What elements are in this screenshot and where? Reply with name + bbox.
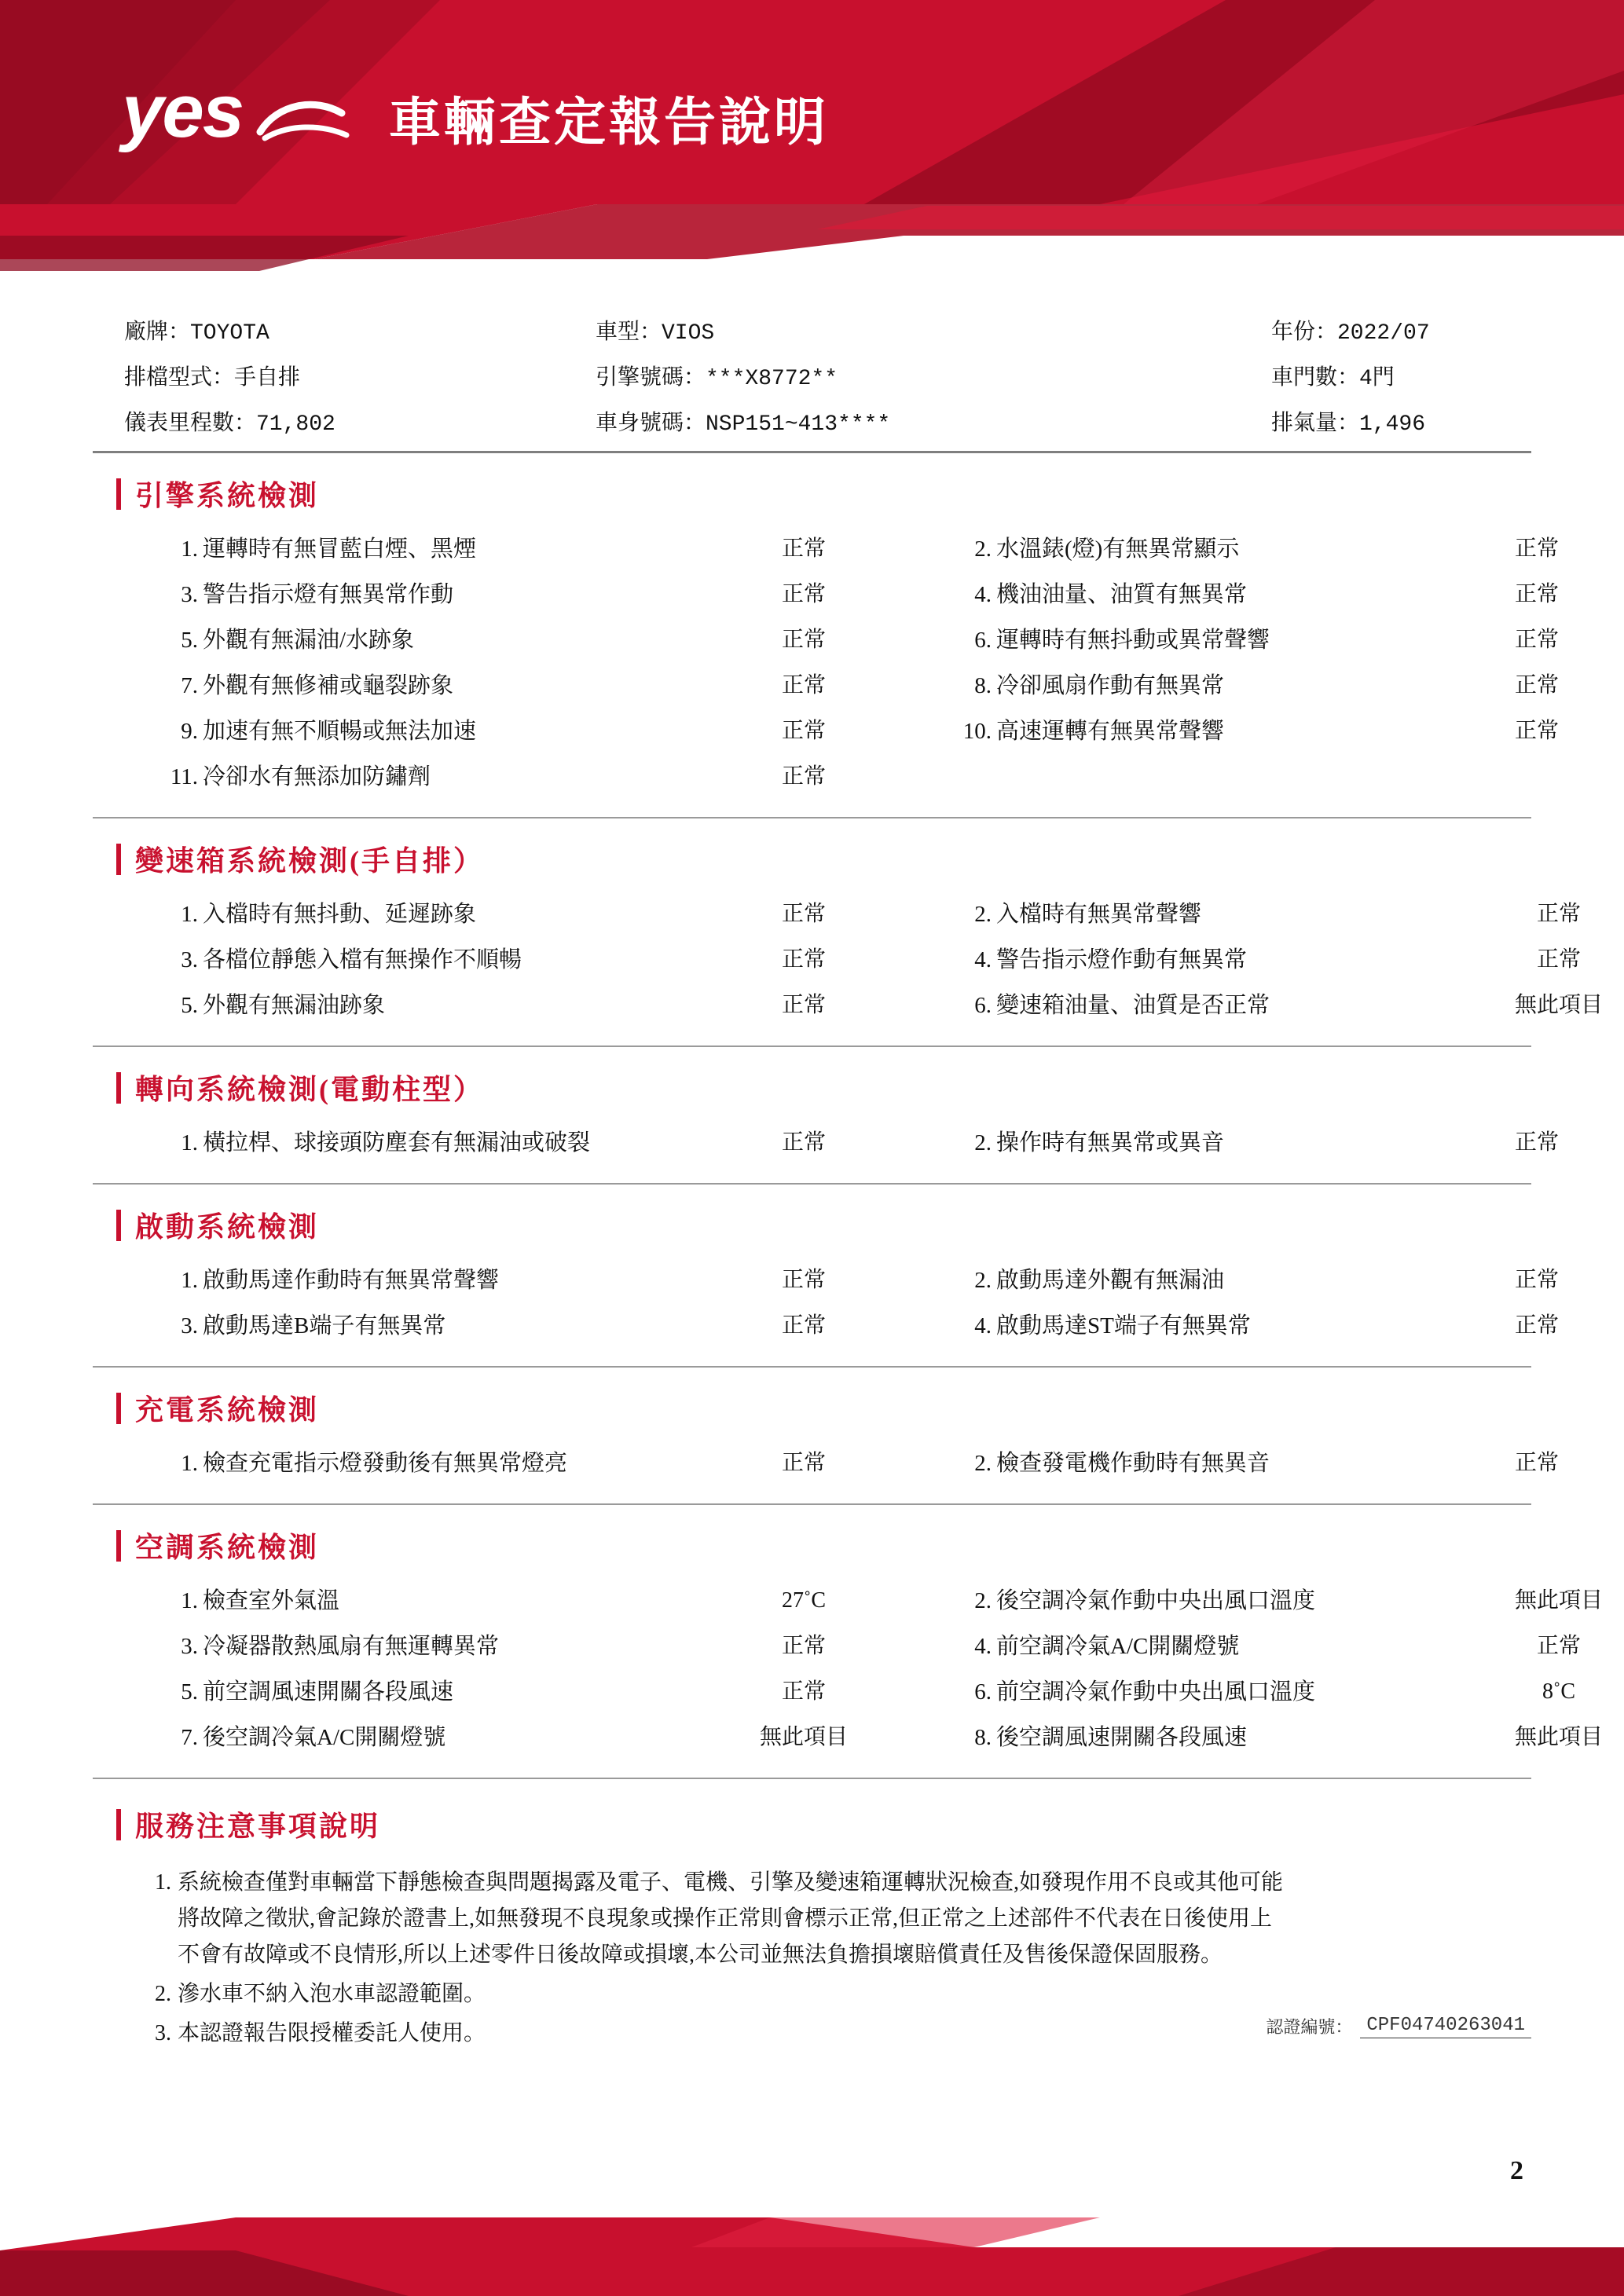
cert-number: CPF04740263041 <box>1360 2015 1531 2038</box>
item-number: 2. <box>974 1130 992 1155</box>
item-number: 4. <box>974 947 992 972</box>
inspection-item-value: 正常 <box>781 1451 826 1475</box>
inspection-item-label <box>886 572 1515 617</box>
inspection-item-value: 正常 <box>1515 1268 1560 1292</box>
inspection-item-label <box>93 709 721 754</box>
inspection-item-value: 正常 <box>781 1679 826 1704</box>
brand-lockup <box>122 69 829 163</box>
inspection-item-label <box>93 1258 721 1303</box>
item-number: 4. <box>974 582 992 607</box>
inspection-item-label <box>886 1669 1515 1715</box>
inspection-item-label <box>886 617 1515 663</box>
inspection-section <box>93 818 1604 1047</box>
note-line: 將故障之徵狀,會記錄於證書上,如無發現不良現象或操作正常則會標示正常,但正常之上述部件不代表在日後使用上 <box>178 1906 1273 1931</box>
vehicle-engine-no: 引擎號碼：***X8772** <box>596 367 838 391</box>
item-number: 5. <box>181 1679 198 1705</box>
item-number: 3. <box>181 947 198 972</box>
item-text: 入檔時有無抖動、延遲跡象 <box>203 902 477 927</box>
item-number: 6. <box>974 1679 992 1705</box>
inspection-item-value: 正常 <box>1515 1451 1560 1475</box>
section-items <box>93 1441 1560 1505</box>
section-items <box>93 892 1604 1047</box>
note-line: 滲水車不納入泡水車認證範圍。 <box>178 1982 486 2006</box>
inspection-item-value: 正常 <box>781 582 826 606</box>
item-number: 2. <box>974 1268 992 1293</box>
vehicle-brand: 廠牌：TOYOTA <box>124 321 269 346</box>
inspection-section <box>93 1505 1604 1779</box>
inspection-item-value: 正常 <box>1537 947 1582 972</box>
inspection-item-label <box>886 1303 1515 1349</box>
inspection-item-value: 無此項目 <box>1515 993 1604 1017</box>
note-number: 3. <box>155 2021 171 2045</box>
inspection-section <box>93 1368 1560 1505</box>
inspection-item-label <box>886 937 1515 983</box>
inspection-item-value: 正常 <box>781 536 826 561</box>
item-text: 前空調冷氣A/C開關燈號 <box>996 1634 1240 1659</box>
section-heading <box>93 1047 1531 1120</box>
cert-label: 認證編號： <box>1266 2017 1353 2037</box>
inspection-item-value: 正常 <box>781 764 826 789</box>
inspection-item-value: 正常 <box>781 628 826 652</box>
item-number: 6. <box>974 993 992 1018</box>
note-item <box>155 1976 1531 2012</box>
inspection-item-label <box>93 1303 721 1349</box>
inspection-item-value: 正常 <box>781 1268 826 1292</box>
item-number: 5. <box>181 628 198 653</box>
vehicle-model: 車型：VIOS <box>596 321 715 346</box>
note-line: 不會有故障或不良情形,所以上述零件日後故障或損壞,本公司並無法負擔損壞賠償責任及售後保證保固服務。 <box>178 1943 1223 1967</box>
inspection-item-value: 無此項目 <box>1515 1588 1604 1613</box>
item-number: 2. <box>974 1588 992 1613</box>
report-body <box>0 291 1624 2045</box>
inspection-item-value: 正常 <box>781 1634 826 1658</box>
inspection-item-value: 正常 <box>781 993 826 1017</box>
inspection-item-label <box>886 709 1515 754</box>
inspection-sections <box>93 453 1604 1779</box>
item-text: 橫拉桿、球接頭防塵套有無漏油或破裂 <box>203 1130 591 1155</box>
section-items <box>93 1578 1604 1779</box>
item-text: 冷凝器散熱風扇有無運轉異常 <box>203 1634 500 1659</box>
inspection-item-value <box>1515 754 1559 800</box>
item-text: 後空調風速開關各段風速 <box>996 1725 1248 1750</box>
vehicle-year: 年份：2022/07 <box>1271 321 1430 346</box>
item-text: 入檔時有無異常聲響 <box>996 902 1202 927</box>
section-title: 引擎系統檢測 <box>135 480 320 511</box>
item-text: 運轉時有無冒藍白煙、黑煙 <box>203 536 477 562</box>
section-heading <box>93 1368 1531 1441</box>
inspection-item-label <box>886 526 1515 572</box>
item-text: 啟動馬達B端子有無異常 <box>203 1313 446 1338</box>
inspection-item-label <box>93 1120 721 1166</box>
item-text: 警告指示燈有無異常作動 <box>203 582 454 607</box>
inspection-item-label <box>886 892 1515 937</box>
inspection-item-label <box>93 663 721 709</box>
item-number: 3. <box>181 582 198 607</box>
inspection-item-value: 正常 <box>781 673 826 698</box>
item-number: 6. <box>974 628 992 653</box>
item-number: 1. <box>181 902 198 927</box>
section-marker <box>116 1809 121 1840</box>
item-text: 水溫錶(燈)有無異常顯示 <box>996 536 1240 562</box>
section-marker <box>116 478 121 510</box>
section-marker <box>116 844 121 875</box>
item-text: 機油油量、油質有無異常 <box>996 582 1248 607</box>
vehicle-info-block <box>93 291 1531 453</box>
inspection-item-label <box>93 526 721 572</box>
note-line: 系統檢查僅對車輛當下靜態檢查與問題揭露及電子、電機、引擎及變速箱運轉狀況檢查,如發現作用不良或其他可能 <box>178 1870 1284 1895</box>
item-number: 5. <box>181 993 198 1018</box>
inspection-item-value: 正常 <box>781 947 826 972</box>
inspection-item-label <box>886 754 1515 800</box>
section-marker <box>116 1530 121 1562</box>
item-text: 啟動馬達外觀有無漏油 <box>996 1268 1225 1293</box>
inspection-item-label <box>886 663 1515 709</box>
item-text: 警告指示燈作動有無異常 <box>996 947 1248 972</box>
inspection-item-label <box>886 1715 1515 1760</box>
inspection-item-value: 正常 <box>1515 673 1560 698</box>
inspection-item-value: 正常 <box>1515 1313 1560 1338</box>
item-number: 11. <box>170 764 198 789</box>
page-number: 2 <box>1510 2156 1523 2185</box>
inspection-item-label <box>886 1578 1515 1624</box>
item-number: 3. <box>181 1313 198 1338</box>
yes-logo <box>122 69 350 163</box>
section-title: 變速箱系統檢測(手自排） <box>135 845 484 877</box>
section-heading <box>93 818 1531 892</box>
item-number: 1. <box>181 1451 198 1476</box>
page-title: 車輛查定報告說明 <box>389 94 829 152</box>
item-number: 4. <box>974 1634 992 1659</box>
inspection-item-label <box>93 1669 721 1715</box>
item-text: 冷卻風扇作動有無異常 <box>996 673 1225 698</box>
item-number: 7. <box>181 1725 198 1750</box>
section-marker <box>116 1210 121 1241</box>
inspection-item-value: 正常 <box>1515 1130 1560 1155</box>
section-heading <box>93 1185 1531 1258</box>
inspection-item-label <box>93 1715 721 1760</box>
inspection-item-label <box>886 1258 1515 1303</box>
inspection-item-value: 無此項目 <box>759 1725 848 1749</box>
inspection-item-value: 正常 <box>1515 536 1560 561</box>
inspection-item-label <box>886 1120 1515 1166</box>
vehicle-doors: 車門數：4門 <box>1271 367 1395 391</box>
section-heading <box>93 1505 1531 1578</box>
item-number: 2. <box>974 902 992 927</box>
item-number: 4. <box>974 1313 992 1338</box>
section-title: 轉向系統檢測(電動柱型） <box>135 1074 484 1105</box>
inspection-item-value: 8˚C <box>1542 1679 1575 1704</box>
inspection-item-value: 正常 <box>781 719 826 743</box>
inspection-item-label <box>93 983 721 1028</box>
vehicle-transmission: 排檔型式：手自排 <box>124 367 301 391</box>
inspection-item-label <box>93 1578 721 1624</box>
inspection-item-label <box>886 1441 1515 1486</box>
inspection-item-label <box>93 937 721 983</box>
notes-heading <box>93 1784 1531 1857</box>
item-number: 10. <box>962 719 992 744</box>
inspection-item-value: 無此項目 <box>1515 1725 1604 1749</box>
inspection-item-value: 正常 <box>1515 719 1560 743</box>
note-number: 2. <box>155 1982 171 2006</box>
item-text: 啟動馬達作動時有無異常聲響 <box>203 1268 500 1293</box>
inspection-section <box>93 1185 1560 1368</box>
inspection-item-label <box>886 983 1515 1028</box>
inspection-item-label <box>93 892 721 937</box>
inspection-item-value: 正常 <box>1515 582 1560 606</box>
inspection-item-value: 正常 <box>1537 1634 1582 1658</box>
vehicle-mileage: 儀表里程數：71,802 <box>124 412 335 437</box>
item-text: 外觀有無漏油跡象 <box>203 993 386 1018</box>
section-title: 空調系統檢測 <box>135 1532 320 1563</box>
inspection-item-label <box>93 617 721 663</box>
inspection-item-label <box>886 1624 1515 1669</box>
inspection-item-value: 正常 <box>1537 902 1582 926</box>
inspection-item-value: 正常 <box>781 1130 826 1155</box>
item-text: 前空調冷氣作動中央出風口溫度 <box>996 1679 1316 1705</box>
item-number: 9. <box>181 719 198 744</box>
item-text: 各檔位靜態入檔有無操作不順暢 <box>203 947 522 972</box>
item-number: 1. <box>181 536 198 562</box>
item-text: 外觀有無修補或龜裂跡象 <box>203 673 454 698</box>
inspection-section <box>93 1047 1560 1185</box>
inspection-item-label <box>93 754 721 800</box>
note-item <box>155 1865 1531 1973</box>
note-line: 本認證報告限授權委託人使用。 <box>178 2021 486 2045</box>
item-number: 2. <box>974 536 992 562</box>
note-number: 1. <box>155 1870 171 1895</box>
section-items <box>93 1120 1560 1185</box>
notes-title: 服務注意事項說明 <box>135 1811 381 1842</box>
car-swoosh-icon <box>254 86 356 153</box>
section-heading <box>93 453 1531 526</box>
item-text: 加速有無不順暢或無法加速 <box>203 719 477 744</box>
item-text: 變速箱油量、油質是否正常 <box>996 993 1270 1018</box>
section-marker <box>116 1072 121 1104</box>
section-title: 充電系統檢測 <box>135 1394 320 1426</box>
item-text: 檢查充電指示燈發動後有無異常燈亮 <box>203 1451 568 1476</box>
item-number: 7. <box>181 673 198 698</box>
inspection-item-value: 正常 <box>781 902 826 926</box>
item-number: 1. <box>181 1268 198 1293</box>
inspection-item-value: 正常 <box>781 1313 826 1338</box>
inspection-item-label <box>93 572 721 617</box>
section-items <box>93 1258 1560 1368</box>
item-text: 外觀有無漏油/水跡象 <box>203 628 415 653</box>
item-text: 操作時有無異常或異音 <box>996 1130 1225 1155</box>
section-items <box>93 526 1560 818</box>
logo-wordmark: yes <box>122 69 244 153</box>
item-text: 前空調風速開關各段風速 <box>203 1679 454 1705</box>
certificate-number-block <box>93 2014 1531 2038</box>
item-number: 3. <box>181 1634 198 1659</box>
item-text: 高速運轉有無異常聲響 <box>996 719 1225 744</box>
section-marker <box>116 1393 121 1424</box>
inspection-item-value: 27˚C <box>782 1588 826 1613</box>
vehicle-vin: 車身號碼：NSP151~413**** <box>596 412 891 437</box>
page-footer-banner <box>0 2202 1624 2296</box>
item-number: 1. <box>181 1130 198 1155</box>
item-text: 啟動馬達ST端子有無異常 <box>996 1313 1251 1338</box>
vehicle-displacement: 排氣量：1,496 <box>1271 412 1426 437</box>
item-number: 2. <box>974 1451 992 1476</box>
item-text: 檢查發電機作動時有無異音 <box>996 1451 1270 1476</box>
item-text: 運轉時有無抖動或異常聲響 <box>996 628 1270 653</box>
inspection-item-value: 正常 <box>1515 628 1560 652</box>
item-number: 1. <box>181 1588 198 1613</box>
item-number: 8. <box>974 1725 992 1750</box>
section-title: 啟動系統檢測 <box>135 1211 320 1243</box>
inspection-section <box>93 453 1560 818</box>
item-number: 8. <box>974 673 992 698</box>
inspection-item-label <box>93 1624 721 1669</box>
item-text: 檢查室外氣溫 <box>203 1588 340 1613</box>
item-text: 後空調冷氣A/C開關燈號 <box>203 1725 446 1750</box>
item-text: 後空調冷氣作動中央出風口溫度 <box>996 1588 1316 1613</box>
item-text: 冷卻水有無添加防鏽劑 <box>203 764 431 789</box>
service-notes <box>93 1779 1531 2045</box>
inspection-item-label <box>93 1441 721 1486</box>
